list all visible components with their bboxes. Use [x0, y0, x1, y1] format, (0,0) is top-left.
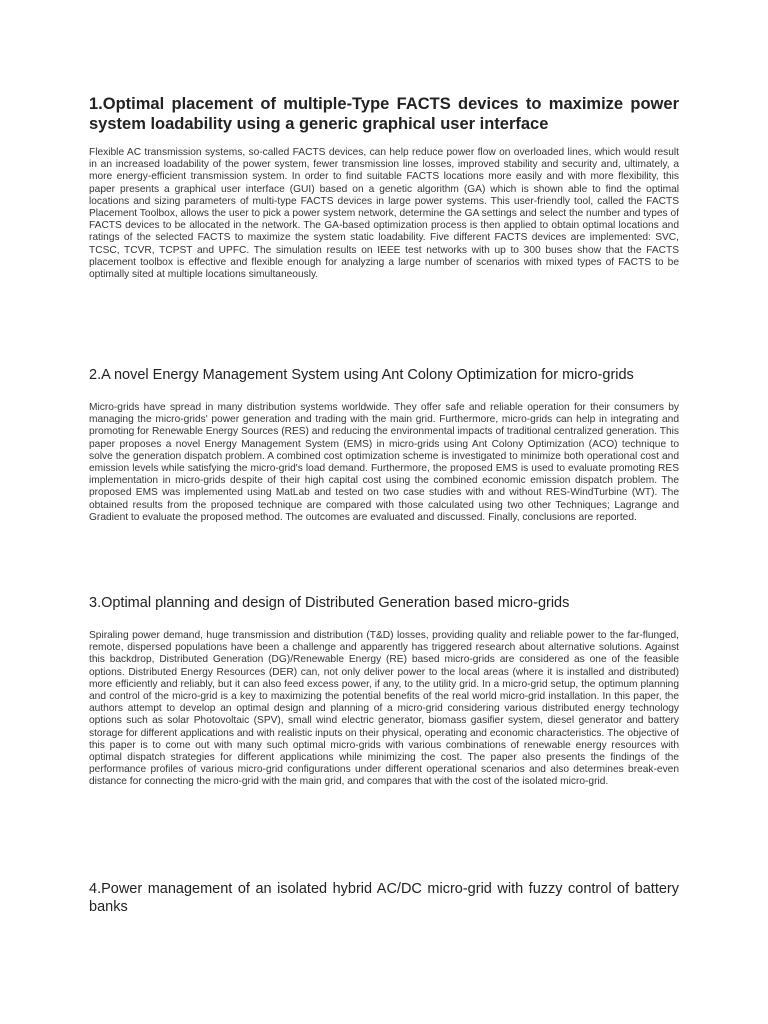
- section-2-abstract: Micro-grids have spread in many distribution systems worldwide. They offer safe and reliable operation for their consumers by managing the micro-grids' power generation and trading with the main grid. Furthermore, micro-grids can help in integrating and promoting for Renewable Energy Sources (RES) and reducing the environmental impacts of traditional centralized generation. This paper proposes a novel Energy Management System (EMS) in micro-grids using Ant Colony Optimization (ACO) technique to solve the generation dispatch problem. A combined cost optimization scheme is investigated to minimize both operational cost and emission levels while satisfying the micro-grid's load demand. Furthermore, the proposed EMS is used to evaluate promoting RES implementation in micro-grids despite of their high capital cost using the combined economic emission dispatch problem. The proposed EMS was implemented using MatLab and tested on two case studies with and without RES-WindTurbine (WT). The obtained results from the proposed technique are compared with those calculated using two other Techniques; Lagrange and Gradient to evaluate the proposed method. The outcomes are evaluated and discussed. Finally, conclusions are reported.: [89, 402, 679, 523]
- section-3-heading: 3.Optimal planning and design of Distributed Generation based micro-grids: [89, 595, 570, 611]
- section-3-abstract: Spiraling power demand, huge transmission and distribution (T&D) losses, providing quality and reliable power to the far-flunged, remote, dispersed populations have been a challenge and apparently has triggered research about alternative solutions. Against this backdrop, Distributed Generation (DG)/Renewable Energy (RE) based micro-grids are considered as one of the feasible options. Distributed Energy Resources (DER) can, not only deliver power to the local areas (where it is installed and distributed) more efficiently and reliably, but it can also feed excess power, if any, to the utility grid. In a micro-grid setup, the optimum planning and control of the micro-grid is a key to maximizing the potential benefits of the real world micro-grid installation. In this paper, the authors attempt to develop an optimal design and planning of a micro-grid considering various distributed energy technology options such as solar Photovoltaic (SPV), small wind electric generator, biomass gasifier system, diesel generator and battery storage for different applications and with realistic inputs on their physical, operating and economic characteristics. The objective of this paper is to come out with many such optimal micro-grids with various combinations of renewable energy resources with optimal dispatch strategies for different applications while minimizing the cost. The paper also presents the findings of the performance profiles of various micro-grid configurations under different operational scenarios and also determines break-even distance for connecting the micro-grid with the main grid, and compares that with the cost of the isolated micro-grid.: [89, 630, 679, 788]
- section-1-heading: 1.Optimal placement of multiple-Type FACTS devices to maximize power system loadability using a generic graphical user interface: [89, 95, 679, 133]
- section-2-heading: 2.A novel Energy Management System using Ant Colony Optimization for micro-grids: [89, 367, 634, 383]
- section-4-heading: 4.Power management of an isolated hybrid AC/DC micro-grid with fuzzy control of battery banks: [89, 881, 679, 915]
- section-1-abstract: Flexible AC transmission systems, so-called FACTS devices, can help reduce power flow on overloaded lines, which would result in an increased loadability of the power system, fewer transmission line losses, improved stability and security and, ultimately, a more energy-efficient transmission system. In order to find suitable FACTS locations more easily and with more flexibility, this paper presents a graphical user interface (GUI) based on a genetic algorithm (GA) which is shown able to find the optimal locations and sizing parameters of multi-type FACTS devices in large power systems. This user-friendly tool, called the FACTS Placement Toolbox, allows the user to pick a power system network, determine the GA settings and select the number and types of FACTS devices to be allocated in the network. The GA-based optimization process is then applied to obtain optimal locations and ratings of the selected FACTS to maximize the system static loadability. Five different FACTS devices are implemented: SVC, TCSC, TCVR, TCPST and UPFC. The simulation results on IEEE test networks with up to 300 buses show that the FACTS placement toolbox is effective and flexible enough for analyzing a large number of scenarios with mixed types of FACTS to be optimally sited at multiple locations simultaneously.: [89, 147, 679, 281]
